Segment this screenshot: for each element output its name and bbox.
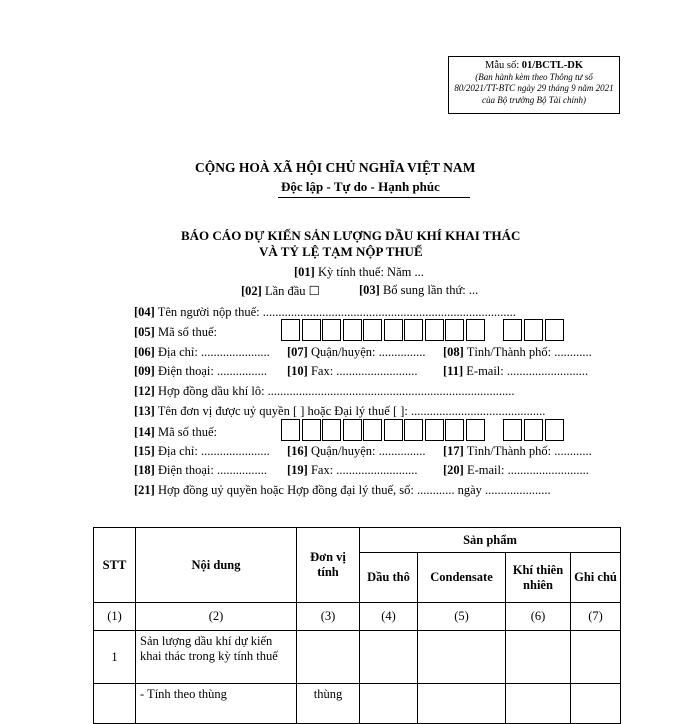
tax-digit-box[interactable]	[363, 419, 382, 441]
tax-digit-box[interactable]	[281, 319, 300, 341]
field-09[interactable]	[134, 364, 267, 379]
tax-digit-box[interactable]	[445, 419, 464, 441]
field-15-text: Địa chỉ: ......................	[154, 444, 270, 458]
field-09-text: Điện thoại: ................	[154, 364, 267, 378]
index-cell: (6)	[506, 603, 571, 631]
field-15[interactable]	[134, 444, 270, 459]
row2-stt	[94, 684, 136, 724]
national-motto: Độc lập - Tự do - Hạnh phúc	[281, 179, 440, 194]
tax-digit-box[interactable]	[524, 419, 543, 441]
field-06-text: Địa chỉ: ......................	[154, 345, 270, 359]
field-20[interactable]	[443, 463, 589, 478]
row1-gas[interactable]	[506, 631, 571, 684]
field-02-text: Lần đầu ☐	[261, 284, 320, 298]
field-05-text: Mã số thuế:	[154, 325, 217, 339]
field-18-text: Điện thoại: ................	[154, 463, 267, 477]
form-code-box	[448, 56, 620, 114]
tax-digit-box[interactable]	[384, 419, 403, 441]
header-note: Ghi chú	[571, 553, 621, 603]
country-name: CỘNG HOÀ XÃ HỘI CHỦ NGHĨA VIỆT NAM	[195, 160, 476, 175]
row1-stt: 1	[94, 631, 136, 684]
field-12-text: Hợp đồng dầu khí lô: ...............................................................................	[154, 384, 515, 398]
field-18[interactable]	[134, 463, 267, 478]
field-01-text: Kỳ tính thuế: Năm ...	[314, 265, 424, 279]
tax-digit-box[interactable]	[404, 319, 423, 341]
field-19-code: [19]	[287, 463, 308, 477]
field-16-text: Quận/huyện: ...............	[307, 444, 426, 458]
tax-digit-box[interactable]	[404, 419, 423, 441]
field-14	[134, 425, 217, 440]
tax-digit-box[interactable]	[322, 419, 341, 441]
field-03-text: Bổ sung lần thứ: ...	[379, 283, 479, 297]
tax-digit-box[interactable]	[302, 419, 321, 441]
field-08-text: Tỉnh/Thành phố: ............	[463, 345, 592, 359]
field-10[interactable]	[287, 364, 418, 379]
tax-digit-box[interactable]	[425, 419, 444, 441]
field-20-code: [20]	[443, 463, 464, 477]
field-01-code: [01]	[294, 265, 315, 279]
field-04-code: [04]	[134, 305, 155, 319]
row1-crude[interactable]	[360, 631, 418, 684]
field-10-text: Fax: ..........................	[307, 364, 418, 378]
field-16-code: [16]	[287, 444, 308, 458]
field-07[interactable]	[287, 345, 426, 360]
field-12-code: [12]	[134, 384, 155, 398]
header-condensate: Condensate	[418, 553, 506, 603]
field-06[interactable]	[134, 345, 270, 360]
tax-digit-box[interactable]	[545, 419, 564, 441]
row1-content: Sản lượng dầu khí dự kiến khai thác trong kỳ tính thuế	[136, 631, 297, 684]
field-19-text: Fax: ..........................	[307, 463, 418, 477]
field-12[interactable]	[134, 384, 515, 399]
tax-digit-box[interactable]	[302, 319, 321, 341]
tax-digit-box[interactable]	[343, 419, 362, 441]
index-cell: (5)	[418, 603, 506, 631]
form-note-line2: 80/2021/TT-BTC ngày 29 tháng 9 năm 2021	[454, 83, 614, 93]
field-20-text: E-mail: ..........................	[463, 463, 589, 477]
tax-digit-box[interactable]	[343, 319, 362, 341]
field-19[interactable]	[287, 463, 418, 478]
form-code-prefix: Mẫu số:	[484, 60, 522, 71]
tax-digit-box[interactable]	[425, 319, 444, 341]
row1-condensate[interactable]	[418, 631, 506, 684]
form-note-line3: của Bộ trưởng Bộ Tài chính)	[482, 94, 586, 105]
field-06-code: [06]	[134, 345, 155, 359]
field-11[interactable]	[443, 364, 588, 379]
row2-gas[interactable]	[506, 684, 571, 724]
index-cell: (3)	[297, 603, 360, 631]
field-21-text: Hợp đồng uỷ quyền hoặc Hợp đồng đại lý thuế, số: ............ ngày .....................	[154, 483, 551, 497]
tax-digit-box[interactable]	[363, 319, 382, 341]
field-10-code: [10]	[287, 364, 308, 378]
header-content: Nội dung	[136, 528, 297, 603]
form-code	[449, 60, 619, 72]
tax-digit-box[interactable]	[503, 419, 522, 441]
header-natural-gas: Khí thiên nhiên	[506, 553, 571, 603]
field-15-code: [15]	[134, 444, 155, 458]
row1-unit[interactable]	[297, 631, 360, 684]
row2-crude[interactable]	[360, 684, 418, 724]
field-14-text: Mã số thuế:	[154, 425, 217, 439]
production-table	[93, 527, 621, 724]
field-17-text: Tỉnh/Thành phố: ............	[463, 444, 592, 458]
header-product: Sản phẩm	[360, 528, 621, 553]
tax-digit-box[interactable]	[445, 319, 464, 341]
field-11-code: [11]	[443, 364, 464, 378]
field-05-code: [05]	[134, 325, 155, 339]
field-04[interactable]	[134, 305, 516, 320]
field-13-text: Tên đơn vị được uỷ quyền [ ] hoặc Đại lý thuế [ ]: ...........................................	[154, 404, 546, 418]
index-cell: (1)	[94, 603, 136, 631]
field-02[interactable]	[241, 283, 320, 299]
tax-digit-box[interactable]	[466, 419, 485, 441]
field-09-code: [09]	[134, 364, 155, 378]
field-04-text: Tên người nộp thuế: .................................................................................	[154, 305, 516, 319]
field-14-code: [14]	[134, 425, 155, 439]
header-unit: Đơn vị tính	[297, 528, 360, 603]
row1-note[interactable]	[571, 631, 621, 684]
tax-digit-box[interactable]	[545, 319, 564, 341]
field-07-text: Quận/huyện: ...............	[307, 345, 426, 359]
header-stt: STT	[94, 528, 136, 603]
field-13[interactable]	[134, 404, 545, 419]
field-05	[134, 325, 217, 340]
row2-condensate[interactable]	[418, 684, 506, 724]
field-17[interactable]	[443, 444, 592, 459]
field-03	[359, 283, 478, 298]
tax-digit-box[interactable]	[466, 319, 485, 341]
field-01	[294, 265, 424, 280]
report-title-line2: VÀ TỶ LỆ TẠM NỘP THUẾ	[259, 244, 423, 259]
field-18-code: [18]	[134, 463, 155, 477]
index-cell: (2)	[136, 603, 297, 631]
index-cell: (4)	[360, 603, 418, 631]
tax-digit-box[interactable]	[524, 319, 543, 341]
header-crude-oil: Dầu thô	[360, 553, 418, 603]
field-17-code: [17]	[443, 444, 464, 458]
field-08-code: [08]	[443, 345, 464, 359]
tax-digit-box[interactable]	[384, 319, 403, 341]
row2-note[interactable]	[571, 684, 621, 724]
tax-digit-box[interactable]	[281, 419, 300, 441]
field-13-code: [13]	[134, 404, 155, 418]
field-03-code: [03]	[359, 283, 380, 297]
index-cell: (7)	[571, 603, 621, 631]
row2-unit: thùng	[297, 684, 360, 724]
row2-content: - Tính theo thùng	[136, 684, 297, 724]
form-code-value: 01/BCTL-DK	[521, 60, 583, 71]
tax-digit-box[interactable]	[503, 319, 522, 341]
field-21[interactable]	[134, 483, 551, 498]
field-08[interactable]	[443, 345, 592, 360]
field-02-code: [02]	[241, 284, 262, 298]
report-title-line1: BÁO CÁO DỰ KIẾN SẢN LƯỢNG DẦU KHÍ KHAI THÁC	[181, 228, 521, 243]
form-note-line1: (Ban hành kèm theo Thông tư số	[475, 71, 593, 82]
field-16[interactable]	[287, 444, 426, 459]
field-07-code: [07]	[287, 345, 308, 359]
motto-underline	[278, 197, 470, 198]
field-21-code: [21]	[134, 483, 155, 497]
tax-digit-box[interactable]	[322, 319, 341, 341]
field-11-text: E-mail: ..........................	[463, 364, 589, 378]
